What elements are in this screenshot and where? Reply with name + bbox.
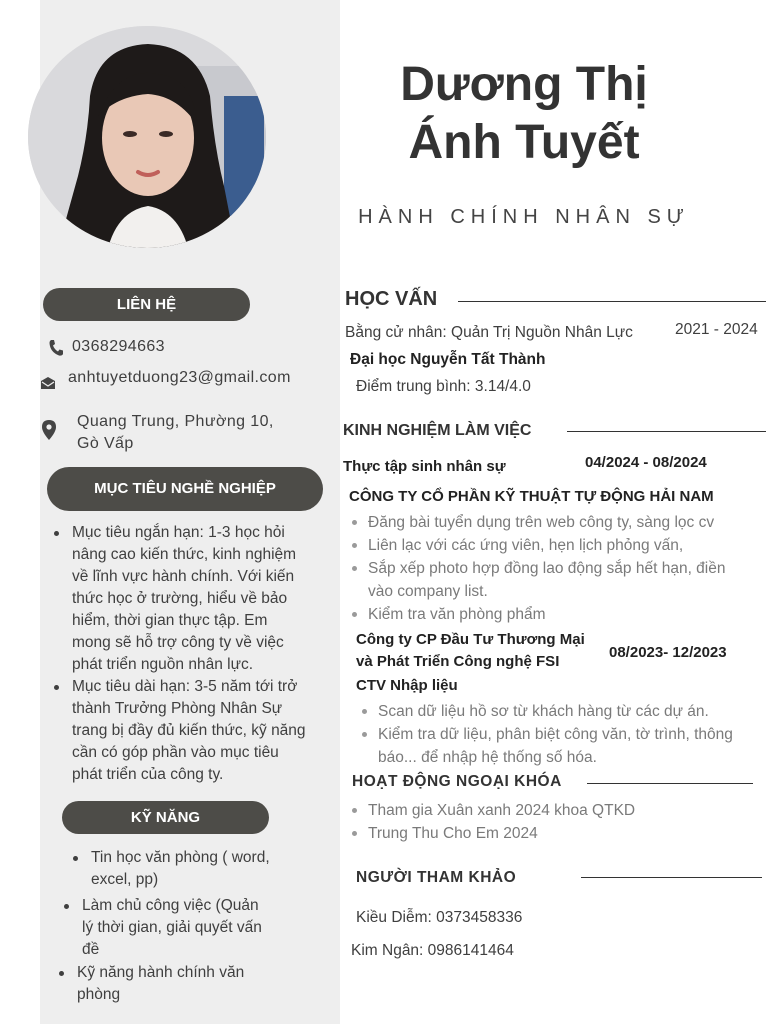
objective-line: phát triển của công ty. <box>72 766 224 783</box>
task-item <box>368 557 768 603</box>
objective-list <box>72 522 334 786</box>
contact-heading: LIÊN HỆ <box>43 288 250 321</box>
job1-company: CÔNG TY CỔ PHẦN KỸ THUẬT TỰ ĐỘNG HẢI NAM <box>349 488 714 505</box>
skill-line: Làm chủ công việc (Quản <box>82 897 259 914</box>
phone-number: 0368294663 <box>72 338 165 355</box>
activities-heading: HOẠT ĐỘNG NGOẠI KHÓA <box>352 773 562 790</box>
education-heading: HỌC VẤN <box>345 288 438 310</box>
job2-company-line-1: Công ty CP Đầu Tư Thương Mại <box>356 631 585 648</box>
job1-role: Thực tập sinh nhân sự <box>343 458 506 475</box>
task-item <box>378 700 768 723</box>
profile-photo <box>28 26 266 248</box>
job2-period: 08/2023- 12/2023 <box>609 644 727 661</box>
activity-item <box>368 799 758 822</box>
job2-role: CTV Nhập liệu <box>356 677 458 694</box>
objective-long-term <box>72 676 334 786</box>
skills-list-3 <box>77 962 307 1006</box>
task-line: Scan dữ liệu hồ sơ từ khách hàng từ các dự án. <box>378 703 709 720</box>
activity-line: Trung Thu Cho Em 2024 <box>368 825 538 842</box>
activities-list <box>368 799 758 845</box>
name-line-1: Dương Thị <box>400 58 648 111</box>
objective-short-term <box>72 522 334 676</box>
experience-divider <box>567 431 766 432</box>
name-line-2: Ánh Tuyết <box>408 116 640 169</box>
skill-item <box>77 962 307 1006</box>
address-line-2: Gò Vấp <box>77 435 134 452</box>
references-heading: NGƯỜI THAM KHẢO <box>356 869 517 886</box>
education-divider <box>458 301 766 302</box>
skill-line: Tin học văn phòng ( word, <box>91 849 270 866</box>
objective-line: mong sẽ hỗ trợ công ty về việc <box>72 634 284 651</box>
task-item <box>378 723 768 769</box>
objective-line: trang bị đầy đủ kiến thức, kỹ năng <box>72 722 306 739</box>
task-line: Đăng bài tuyển dụng trên web công ty, sàng lọc cv <box>368 514 715 531</box>
education-school: Đại học Nguyễn Tất Thành <box>350 351 546 368</box>
job1-tasks <box>368 511 768 626</box>
location-icon <box>42 420 56 440</box>
activity-item <box>368 822 758 845</box>
activity-line: Tham gia Xuân xanh 2024 khoa QTKD <box>368 802 636 819</box>
address <box>77 411 274 455</box>
task-line: Kiểm tra văn phòng phẩm <box>368 606 546 623</box>
references-divider <box>581 877 762 878</box>
task-item <box>368 603 768 626</box>
address-line-1: Quang Trung, Phường 10, <box>77 413 274 430</box>
job2-company <box>356 629 585 673</box>
skill-line: đề <box>82 941 100 958</box>
skill-line: excel, pp) <box>91 871 159 888</box>
objective-line: thành Trưởng Phòng Nhân Sự <box>72 700 283 717</box>
objective-line: Mục tiêu ngắn hạn: 1-3 học hỏi <box>72 524 285 541</box>
skill-item <box>91 847 321 891</box>
reference-2: Kim Ngân: 0986141464 <box>351 942 514 959</box>
education-period: 2021 - 2024 <box>675 321 758 338</box>
task-line: vào company list. <box>368 583 488 600</box>
objective-line: hiểm, thời gian thực tập. Em <box>72 612 268 629</box>
job-title: HÀNH CHÍNH NHÂN SỰ <box>358 206 690 228</box>
job2-company-line-2: và Phát Triển Công nghệ FSI <box>356 653 560 670</box>
task-line: Liên lạc với các ứng viên, hẹn lịch phỏng vấn, <box>368 537 684 554</box>
email-icon <box>40 376 56 390</box>
objective-heading: MỤC TIÊU NGHỀ NGHIỆP <box>47 467 323 511</box>
objective-line: thức học ở trường, hiểu về bảo <box>72 590 288 607</box>
skills-list-2 <box>82 895 312 961</box>
task-item <box>368 511 768 534</box>
objective-line: cần có góp phần vào mục tiêu <box>72 744 279 761</box>
skill-line: Kỹ năng hành chính văn <box>77 964 245 981</box>
objective-line: nâng cao kiến thức, kinh nghiệm <box>72 546 297 563</box>
task-line: Sắp xếp photo hợp đồng lao động sắp hết hạn, điền <box>368 560 726 577</box>
education-degree: Bằng cử nhân: Quản Trị Nguồn Nhân Lực <box>345 324 633 341</box>
skills-heading: KỸ NĂNG <box>62 801 269 834</box>
objective-line: về lĩnh vực hành chính. Với kiến <box>72 568 295 585</box>
task-line: Kiểm tra dữ liệu, phân biệt công văn, tờ trình, thông <box>378 726 733 743</box>
activities-divider <box>587 783 753 784</box>
skill-line: phòng <box>77 986 121 1003</box>
reference-1: Kiều Diễm: 0373458336 <box>356 909 523 926</box>
education-gpa: Điểm trung bình: 3.14/4.0 <box>356 378 531 395</box>
phone-icon <box>48 339 64 357</box>
job1-period: 04/2024 - 08/2024 <box>585 454 707 471</box>
objective-line: Mục tiêu dài hạn: 3-5 năm tới trở <box>72 678 298 695</box>
skills-list-1 <box>91 847 321 891</box>
task-item <box>368 534 768 557</box>
experience-heading: KINH NGHIỆM LÀM VIỆC <box>343 422 532 439</box>
task-line: báo... để nhập hệ thống số hóa. <box>378 749 597 766</box>
email-address: anhtuyetduong23@gmail.com <box>68 369 291 386</box>
job2-tasks <box>378 700 768 769</box>
skill-item <box>82 895 312 961</box>
objective-line: phát triển nguồn nhân lực. <box>72 656 254 673</box>
candidate-name <box>345 56 703 172</box>
skill-line: lý thời gian, giải quyết vấn <box>82 919 262 936</box>
